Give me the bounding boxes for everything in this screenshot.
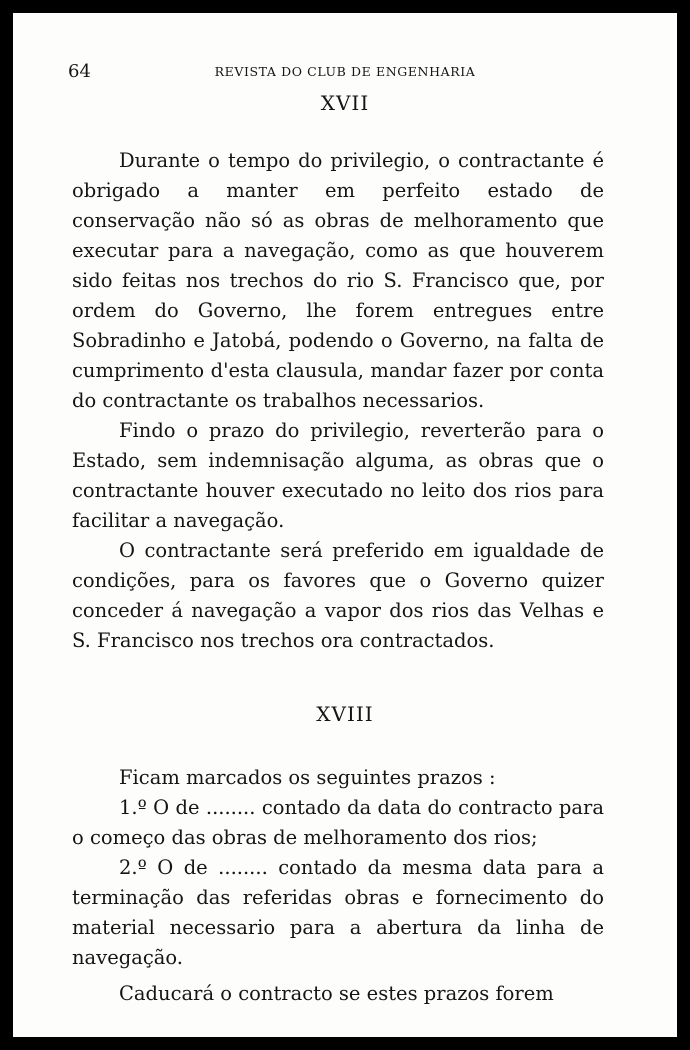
section-title-xvii: XVII <box>320 91 370 115</box>
section-xvii-body <box>72 146 604 656</box>
paragraph: Caducará o contracto se estes prazos forem <box>119 982 554 1005</box>
running-head: REVISTA DO CLUB DE ENGENHARIA <box>214 64 476 79</box>
page-header <box>13 61 677 85</box>
paragraph: 1.º O de ........ contado da data do contracto para o começo das obras de melhoramento dos rios; <box>72 796 604 849</box>
section-title-xviii: XVIII <box>316 702 374 726</box>
page-number: 64 <box>68 61 91 82</box>
paragraph: Durante o tempo do privilegio, o contractante é obrigado a manter em perfeito estado de conservação não só as obras de melhoramento que executar para a navegação, como as que houverem sido feitas nos trechos do rio S. Francisco que, por ordem do Governo, lhe forem entregues entre Sobradinho e Jatobá, podendo o Governo, na falta de cumprimento d'esta clausula, mandar fazer por conta do contractante os trabalhos necessarios. <box>72 149 604 412</box>
paragraph: O contractante será preferido em igualdade de condições, para os favores que o Governo quizer conceder á navegação a vapor dos rios das Velhas e S. Francisco nos trechos ora contractados. <box>72 539 604 652</box>
paragraph: Ficam marcados os seguintes prazos : <box>119 766 496 789</box>
document-page <box>13 13 677 1037</box>
section-xviii-body <box>72 763 604 1009</box>
paragraph: 2.º O de ........ contado da mesma data para a terminação das referidas obras e fornecimento do material necessario para a abertura da linha de navegação. <box>72 856 604 969</box>
paragraph: Findo o prazo do privilegio, reverterão para o Estado, sem indemnisação alguma, as obras que o contractante houver executado no leito dos rios para facilitar a navegação. <box>72 419 604 532</box>
